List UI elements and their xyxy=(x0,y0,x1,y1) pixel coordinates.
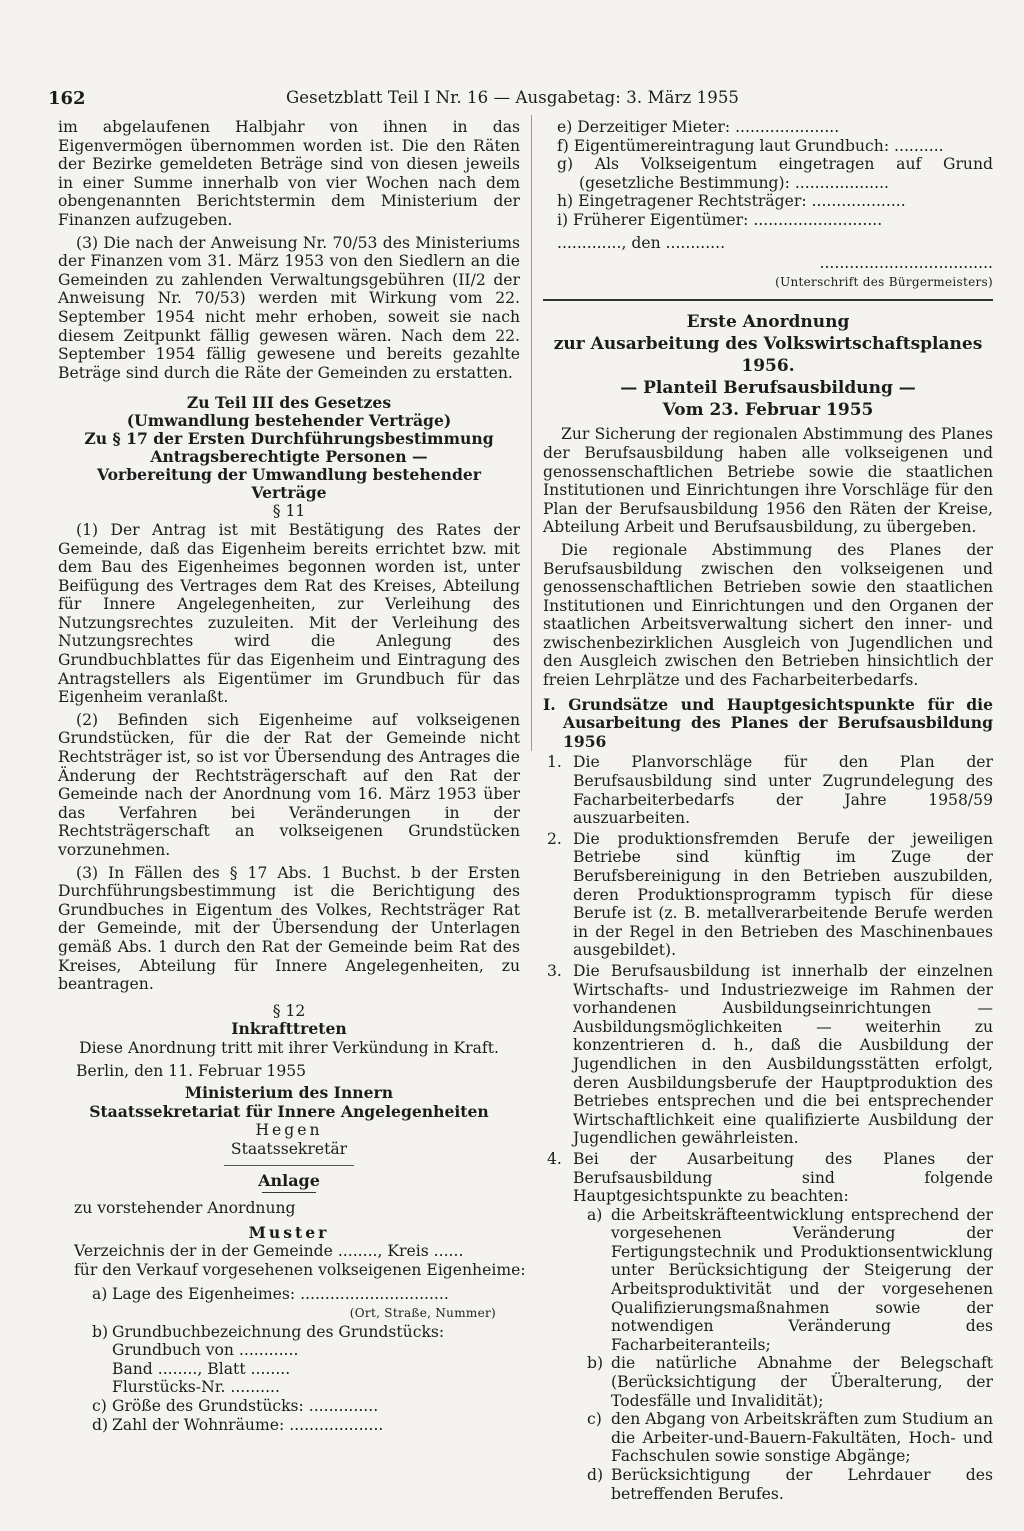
form-label: c) xyxy=(92,1397,107,1416)
form-place-date: ............., den ............ xyxy=(557,233,726,252)
sub-list-item xyxy=(587,1206,993,1355)
form-field-i: i) Früherer Eigentümer: .......................... xyxy=(557,210,883,229)
sub-list-item xyxy=(587,1354,993,1410)
section-11-1: (1) Der Antrag ist mit Bestätigung des Rates der Gemeinde, daß das Eigenheim bereits errichtet bzw. mit dem Bau des Eigenheimes begonnen worden ist, unter Beifügung des Vertrages dem Rat des Kreises, Abteilung für Innere Angelegenheiten, zur Verleihung des Nutzungsrechtes zuzuleiten. Mit der Verleihung des Nutzungsrechtes wird die Anlegung des Grundbuchblattes für das Eigenheim und Eintragung des Antragstellers als Eigentümer im Grundbuch für das Eigenheim veranlaßt. xyxy=(58,520,520,707)
form-text: Grundbuchbezeichnung des Grundstücks: xyxy=(112,1322,445,1341)
sub-list-text: den Abgang von Arbeitskräften zum Studium an die Arbeiter-und-Bauern-Fakultäten, Hoch- und Fachschulen sowie sonstige Abgänge; xyxy=(611,1410,993,1466)
register-line-1: Verzeichnis der in der Gemeinde ........, Kreis ...... xyxy=(74,1242,464,1261)
intro-paragraph-1: Zur Sicherung der regionalen Abstimmung des Planes der Berufsausbildung haben alle volkseigenen und genossenschaftlichen Betriebe sowie die staatlichen Institutionen und Einrichtungen ihre Vorschläge für den Plan der Berufsausbildung 1956 den Räten der Kreise, Abteilung Arbeit und Berufsausbildung, zu übergeben. xyxy=(543,425,993,537)
form-field-h: h) Eingetragener Rechtsträger: ................... xyxy=(557,192,906,211)
signature-ministry: Ministerium des Innern xyxy=(184,1083,394,1103)
anlage-subtitle: zu vorstehender Anordnung xyxy=(74,1199,296,1218)
form-field-d xyxy=(92,1416,520,1435)
signature-name: Hegen xyxy=(255,1121,323,1140)
list-number: 1. xyxy=(547,753,562,772)
decree-title-1: Erste Anordnung xyxy=(686,312,850,333)
list-text: Die Berufsausbildung ist innerhalb der einzelnen Wirtschafts- und Industriezweige im Rahmen der vorhandenen Ausbildungseinrichtungen — Ausbildungsmöglichkeiten — weiterhin zu konzentrieren d. h., daß die Ausbildung der Jugendlichen in den Ausbildungsstätten erfolgt, deren Ausbildungsberufe der Hauptproduktion des Betriebes entsprechen und die bei entsprechender Wirtschaftlichkeit eine qualifizierte Ausbildung der Jugendlichen gewährleisten. xyxy=(573,961,993,1148)
form-fields-left xyxy=(58,1285,520,1434)
list-item xyxy=(543,753,993,827)
heading-line: Vorbereitung der Umwandlung bestehender Verträge xyxy=(96,465,481,503)
signature-role: Staatssekretär xyxy=(230,1139,348,1158)
form-field-e: e) Derzeitiger Mieter: ..................... xyxy=(557,118,840,136)
heading-line: Antragsberechtigte Personen — xyxy=(150,447,428,467)
sub-list-label: a) xyxy=(587,1205,603,1224)
paragraph-mark-12: § 12 xyxy=(272,1001,306,1020)
form-label: a) xyxy=(92,1285,108,1304)
form-label: b) xyxy=(92,1322,109,1341)
sub-list-label: d) xyxy=(587,1466,604,1484)
list-number: 4. xyxy=(547,1149,562,1168)
decree-title-2: zur Ausarbeitung des Volkswirtschaftsplanes 1956. xyxy=(553,334,983,377)
left-column xyxy=(58,118,526,1434)
running-title: Gesetzblatt Teil I Nr. 16 — Ausgabetag: 3. März 1955 xyxy=(286,88,740,107)
column-divider xyxy=(531,115,532,751)
sub-list-text: die Arbeitskräfteentwicklung entsprechend der vorgesehenen Veränderung der Fertigungstechnik und Produktionsentwicklung unter Berücksichtigung der Steigerung der Arbeitsproduktivität und der vorgesehenen Qualifizierungsmaßnahmen sowie der notwendigen Veränderung des Facharbeiteranteils; xyxy=(611,1205,993,1354)
section-1-title: I. Grundsätze und Hauptgesichtspunkte für die Ausarbeitung des Planes der Berufsausbildung 1956 xyxy=(543,694,993,751)
list-item xyxy=(543,962,993,1148)
form-a-caption: (Ort, Straße, Nummer) xyxy=(349,1306,496,1321)
form-signature-caption: (Unterschrift des Bürgermeisters) xyxy=(775,274,993,289)
intro-paragraph-2: Die regionale Abstimmung des Planes der Berufsausbildung zwischen den volkseigenen und genossenschaftlichen Betrieben sowie den staatlichen Institutionen und Einrichtungen und den Organen der staatlichen Arbeitsverwaltung sichert den inner- und zwischenbezirklichen Ausgleich von Jugendlichen und den Ausgleich zwischen den Betrieben hinsichtlich der freien Lehrplätze und des Facharbeiterbedarfs. xyxy=(543,540,993,690)
form-fields-right xyxy=(543,118,993,291)
form-text: Lage des Eigenheimes: .............................. xyxy=(112,1285,449,1304)
form-field-f: f) Eigentümereintragung laut Grundbuch: .......... xyxy=(557,136,944,155)
list-number: 2. xyxy=(547,829,562,848)
form-field-b xyxy=(92,1323,520,1342)
list-text: Die Planvorschläge für den Plan der Berufsausbildung sind unter Zugrundelegung des Facharbeiterbedarfs der Jahre 1958/59 auszuarbeiten. xyxy=(573,753,993,828)
form-field-g: g) Als Volkseigentum eingetragen auf Grund (gesetzliche Bestimmung): ................... xyxy=(557,155,993,192)
section-heading xyxy=(58,394,520,502)
form-label: d) xyxy=(92,1415,109,1434)
heading-line: Zu Teil III des Gesetzes xyxy=(186,393,392,413)
numbered-list xyxy=(543,753,993,1205)
heading-line: Zu § 17 der Ersten Durchführungsbestimmung xyxy=(84,429,494,449)
form-field-b2: Band ........, Blatt ........ xyxy=(112,1359,291,1378)
register-line-2: für den Verkauf vorgesehenen volkseigenen Eigenheime: xyxy=(74,1260,526,1279)
heading-line: (Umwandlung bestehender Verträge) xyxy=(126,411,452,431)
list-item xyxy=(543,1150,993,1206)
inkraft-text: Diese Anordnung tritt mit ihrer Verkündung in Kraft. xyxy=(79,1038,499,1057)
paragraph-3: (3) Die nach der Anweisung Nr. 70/53 des Ministeriums der Finanzen vom 31. März 1953 von den Siedlern an die Gemeinden zu zahlenden Verwaltungsgebühren (II/2 der Anweisung Nr. 70/53) werden mit Wirkung vom 22. September 1954 nicht mehr erhoben, soweit sie nach diesem Zeitpunkt fällig gewesen wären. Nach dem 22. September 1954 fällig gewesene und bereits gezahlte Beträge sind durch die Räte der Gemeinden zu erstatten. xyxy=(58,233,520,382)
anlage-underline xyxy=(262,1192,316,1193)
signature-office: Staatssekretariat für Innere Angelegenheiten xyxy=(89,1101,489,1121)
section-11-2: (2) Befinden sich Eigenheime auf volkseigenen Grundstücken, für die der Rat der Gemeinde nicht Rechtsträger ist, so ist vor Übersendung des Antrages die Änderung der Rechtsträgerschaft auf den Rat der Gemeinde nach der Anordnung vom 16. März 1953 über das Verfahren bei Veränderungen in der Rechtsträgerschaft an volkseigenen Grundstücken vorzunehmen. xyxy=(58,710,520,859)
right-column xyxy=(543,118,993,1503)
section-rule xyxy=(543,299,993,301)
paragraph-mark-11: § 11 xyxy=(272,502,306,521)
list-text: Die produktionsfremden Berufe der jeweiligen Betriebe sind künftig im Zuge der Berufsbereinigung in den Betrieben auszubilden, deren Produktionsprogramm typisch für diese Berufe ist (z. B. metallverarbeitende Berufe werden in der Regel in den Betrieben des Maschinenbaues ausgebildet). xyxy=(573,829,993,960)
decree-date: Vom 23. Februar 1955 xyxy=(662,400,874,421)
place-date: Berlin, den 11. Februar 1955 xyxy=(76,1061,307,1080)
sub-list-label: c) xyxy=(587,1410,602,1429)
form-field-a xyxy=(92,1285,520,1304)
separator-rule xyxy=(224,1165,354,1166)
form-text: Größe des Grundstücks: .............. xyxy=(112,1397,379,1416)
muster-title: Muster xyxy=(248,1222,330,1242)
list-number: 3. xyxy=(547,961,562,980)
anlage-title: Anlage xyxy=(258,1170,320,1190)
sub-list-item xyxy=(587,1466,993,1503)
inkraft-title: Inkrafttreten xyxy=(231,1019,347,1039)
list-text: Bei der Ausarbeitung des Planes der Berufsausbildung sind folgende Hauptgesichtspunkte zu beachten: xyxy=(573,1149,993,1206)
sub-list xyxy=(543,1206,993,1504)
form-field-c xyxy=(92,1397,520,1416)
form-field-b1: Grundbuch von ............ xyxy=(112,1341,299,1360)
sub-list-text: die natürliche Abnahme der Belegschaft (Berücksichtigung der Überalterung, der Todesfälle und Invalidität); xyxy=(611,1354,993,1410)
form-signature-line: ................................... xyxy=(819,254,993,273)
sub-list-text: Berücksichtigung der Lehrdauer des betreffenden Berufes. xyxy=(611,1466,993,1503)
sub-list-label: b) xyxy=(587,1354,604,1373)
sub-list-item xyxy=(587,1410,993,1466)
list-item xyxy=(543,830,993,960)
form-field-b3: Flurstücks-Nr. .......... xyxy=(112,1378,280,1397)
section-11-3: (3) In Fällen des § 17 Abs. 1 Buchst. b der Ersten Durchführungsbestimmung ist die Berichtigung des Grundbuches in Eigentum des Volkes, Rechtsträger Rat der Gemeinde, mit der Übersendung der Unterlagen gemäß Abs. 1 durch den Rat der Gemeinde beim Rat des Kreises, Abteilung für Innere Angelegenheiten, zu beantragen. xyxy=(58,863,520,994)
page-number: 162 xyxy=(48,88,86,109)
form-text: Zahl der Wohnräume: ................... xyxy=(112,1415,384,1434)
decree-title-3: — Planteil Berufsausbildung — xyxy=(620,378,916,399)
paragraph-continuation: im abgelaufenen Halbjahr von ihnen in das Eigenvermögen übernommen worden ist. Die den Räten der Bezirke gemeldeten Beträge sind von diesen jeweils in einer Summe innerhalb von vier Wochen nach dem obengenannten Berichtstermin dem Ministerium der Finanzen aufzugeben. xyxy=(58,118,520,229)
